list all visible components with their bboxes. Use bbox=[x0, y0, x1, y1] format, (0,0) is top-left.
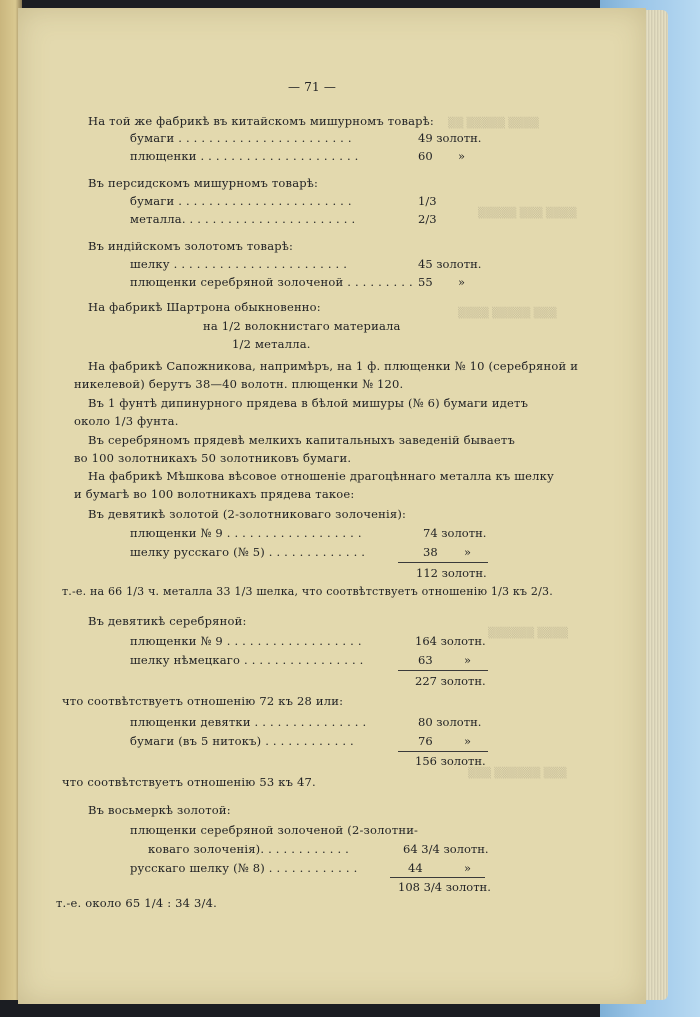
sum-value: 227 золотн. bbox=[415, 674, 486, 688]
text-line: Въ девятикѣ золотой (2-золотниковаго золоченія): bbox=[88, 507, 407, 521]
text-line: плющенки . . . . . . . . . . . . . . . . . . . . . bbox=[130, 149, 359, 163]
text-line: плющенки № 9 . . . . . . . . . . . . . . . . . . bbox=[130, 526, 362, 540]
text-line: Въ 1 фунтѣ дипинурного прядева в бѣлой мишуры (№ 6) бумаги идетъ bbox=[88, 396, 529, 410]
value: 49 золотн. bbox=[418, 131, 482, 145]
show-through-text: ▒▒▒▒▒▒ ▒▒▒▒ bbox=[488, 628, 569, 639]
page-number: — 71 — bbox=[288, 80, 337, 94]
value: 1/3 bbox=[418, 194, 437, 208]
text-line: бумаги . . . . . . . . . . . . . . . . . . . . . . . bbox=[130, 194, 352, 208]
text-line: что соотвѣтствуетъ отношенію 53 къ 47. bbox=[62, 775, 316, 789]
text-line: бумаги . . . . . . . . . . . . . . . . . . . . . . . bbox=[130, 131, 352, 145]
text-line: шелку русскаго (№ 5) . . . . . . . . . . . . . bbox=[130, 545, 366, 559]
sum-rule bbox=[398, 562, 488, 563]
sum-value: 156 золотн. bbox=[415, 754, 486, 768]
text-line: На фабрикѣ Сапожникова, напримѣръ, на 1 ф. плющенки № 10 (серебряной и bbox=[88, 359, 579, 373]
text-line: коваго золоченія). . . . . . . . . . . . bbox=[148, 842, 350, 856]
text-line: бумаги (въ 5 нитокъ) . . . . . . . . . . . . bbox=[130, 734, 354, 748]
value: 63 bbox=[418, 653, 433, 667]
text-line: шелку нѣмецкаго . . . . . . . . . . . . . . . . bbox=[130, 653, 364, 667]
text-line: никелевой) берутъ 38—40 волотн. плющенки № 120. bbox=[74, 377, 404, 391]
text-line: На фабрикѣ Мѣшкова вѣсовое отношеніе драгоцѣннаго металла къ шелку bbox=[88, 469, 555, 483]
value: 164 золотн. bbox=[415, 634, 486, 648]
text-line: т.-е. около 65 1/4 : 34 3/4. bbox=[56, 896, 217, 910]
text-line: т.-е. на 66 1/3 ч. металла 33 1/3 шелка, что соотвѣтствуетъ отношенію 1/3 къ 2/3. bbox=[62, 585, 553, 598]
text-line: во 100 золотникахъ 50 золотниковъ бумаги. bbox=[74, 451, 352, 465]
text-line: На фабрикѣ Шартрона обыкновенно: bbox=[88, 300, 321, 314]
text-line: 1/2 металла. bbox=[232, 337, 311, 351]
value: 74 золотн. bbox=[423, 526, 487, 540]
text-line: около 1/3 фунта. bbox=[74, 414, 179, 428]
show-through-text: ▒▒▒▒▒ ▒▒▒ ▒▒▒▒ bbox=[478, 208, 577, 219]
text-line: Въ серебряномъ прядевѣ мелкихъ капитальныхъ заведеній бываетъ bbox=[88, 433, 515, 447]
text-line: плющенки № 9 . . . . . . . . . . . . . . . . . . bbox=[130, 634, 362, 648]
sum-rule bbox=[398, 751, 488, 752]
text-line: Въ персидскомъ мишурномъ товарѣ: bbox=[88, 176, 319, 190]
text-line: Въ восьмеркѣ золотой: bbox=[88, 803, 231, 817]
value: 55 bbox=[418, 275, 433, 289]
text-line: и бумагѣ во 100 волотникахъ прядева такое: bbox=[74, 487, 355, 501]
text-line: Въ девятикѣ серебряной: bbox=[88, 614, 247, 628]
text-line: русскаго шелку (№ 8) . . . . . . . . . . . . bbox=[130, 861, 358, 875]
ditto-mark: » bbox=[464, 734, 472, 748]
sum-rule bbox=[390, 877, 485, 878]
ditto-mark: » bbox=[458, 149, 466, 163]
sum-rule bbox=[398, 670, 488, 671]
value: 76 bbox=[418, 734, 433, 748]
text-line: плющенки девятки . . . . . . . . . . . . . . . bbox=[130, 715, 367, 729]
value: 2/3 bbox=[418, 212, 437, 226]
value: 80 золотн. bbox=[418, 715, 482, 729]
sum-value: 108 3/4 золотн. bbox=[398, 880, 491, 894]
ditto-mark: » bbox=[458, 275, 466, 289]
show-through-text: ▒▒▒ ▒▒▒▒▒▒ ▒▒▒ bbox=[468, 768, 567, 779]
value: 45 золотн. bbox=[418, 257, 482, 271]
text-line: На той же фабрикѣ въ китайскомъ мишурномъ товарѣ: bbox=[88, 114, 434, 128]
show-through-text: ▒▒ ▒▒▒▒▒ ▒▒▒▒ bbox=[448, 118, 539, 129]
text-line: плющенки серебряной золоченой (2-золотни- bbox=[130, 823, 419, 837]
text-line: Въ индійскомъ золотомъ товарѣ: bbox=[88, 239, 294, 253]
text-line: шелку . . . . . . . . . . . . . . . . . . . . . . . bbox=[130, 257, 348, 271]
value: 38 bbox=[423, 545, 438, 559]
value: 64 3/4 золотн. bbox=[403, 842, 489, 856]
value: 60 bbox=[418, 149, 433, 163]
show-through-text: ▒▒▒▒ ▒▒▒▒▒ ▒▒▒ bbox=[458, 308, 557, 319]
ditto-mark: » bbox=[464, 861, 472, 875]
text-line: плющенки серебряной золоченой . . . . . . . . . bbox=[130, 275, 413, 289]
book-page bbox=[18, 8, 646, 1004]
ditto-mark: » bbox=[464, 653, 472, 667]
value: 44 bbox=[408, 861, 423, 875]
text-line: металла. . . . . . . . . . . . . . . . . . . . . . . bbox=[130, 212, 356, 226]
ditto-mark: » bbox=[464, 545, 472, 559]
sum-value: 112 золотн. bbox=[416, 566, 487, 580]
text-line: на 1/2 волокнистаго материала bbox=[203, 319, 401, 333]
text-line: что соотвѣтствуетъ отношенію 72 къ 28 или: bbox=[62, 694, 344, 708]
